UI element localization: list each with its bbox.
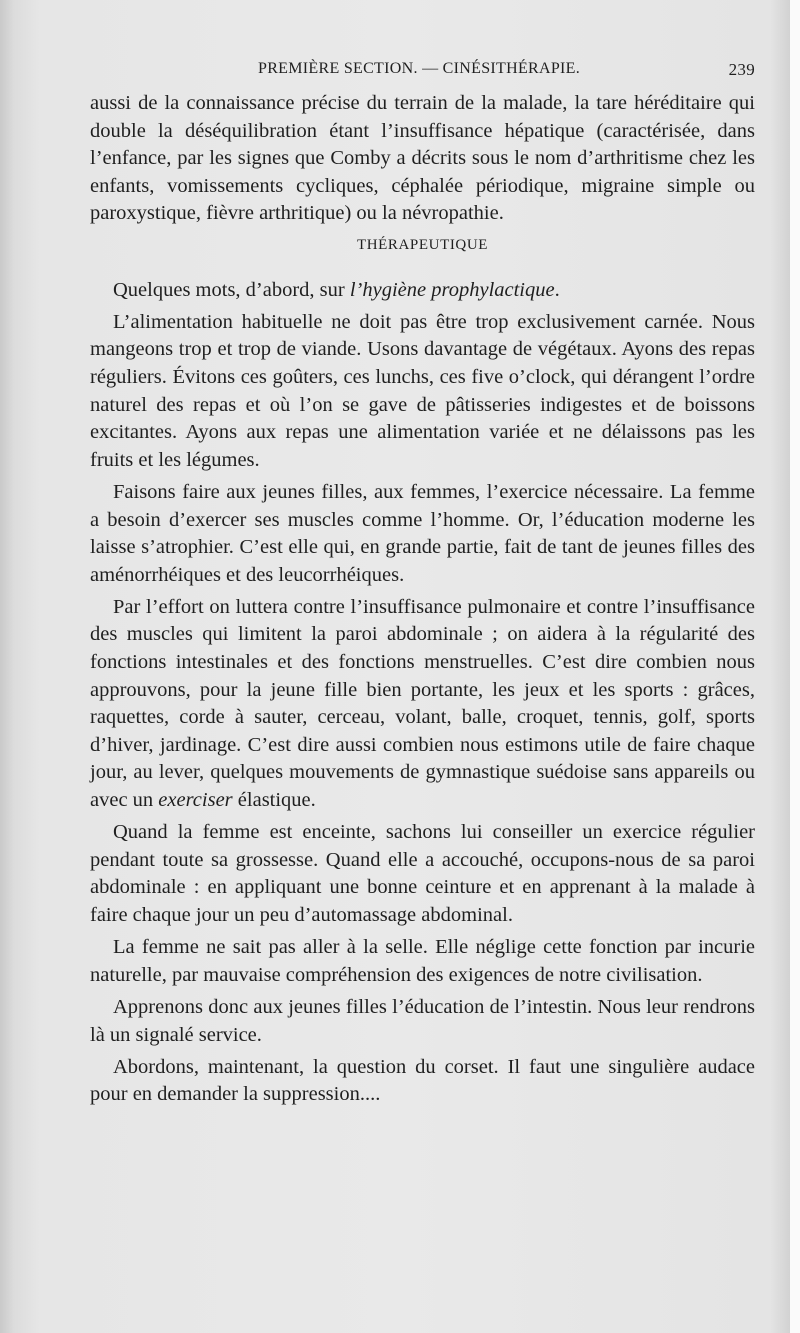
italic-term: l’hygiène prophylactique xyxy=(349,278,555,301)
italic-term: exerciser xyxy=(158,789,233,812)
paragraph-continued: aussi de la connaissance précise du terrain de la malade, la tare héréditaire qui double la déséquilibration étant l’insuffisance hépatique (caractérisée, dans l’enfance, par les signes que Comby a décrits sous le nom d’arthritisme chez les enfants, vomissements cycliques, céphalée périodique, migraine simple ou paroxystique, fièvre arthritique) ou la névropathie. xyxy=(90,92,755,225)
text-run: Quelques mots, d’abord, sur xyxy=(113,278,350,301)
text-run: . xyxy=(554,278,560,301)
paragraph: La femme ne sait pas aller à la selle. Elle néglige cette fonction par incurie naturelle, par mauvaise compréhension des exigences de notre civilisation. xyxy=(90,936,755,986)
running-title: PREMIÈRE SECTION. — CINÉSITHÉRAPIE. xyxy=(258,60,581,77)
page-number: 239 xyxy=(728,60,755,79)
paragraph xyxy=(90,277,755,305)
text-run: élastique. xyxy=(232,789,316,812)
text-run: Par l’effort on luttera contre l’insuffisance pulmonaire et contre l’insuffisance des muscles qui limitent la paroi abdominale ; on aidera à la régularité des fonctions intestinales et des fonctions menstruelles. C’est dire combien nous approuvons, pour la jeune fille bien portante, les jeux et les sports : grâces, raquettes, corde à sauter, cerceau, volant, balle, croquet, tennis, golf, sports d’hiver, jardinage. C’est dire aussi combien nous estimons utile de faire chaque jour, au lever, quelques mouvements de gymnastique suédoise sans appareils ou avec un xyxy=(90,595,755,812)
paragraph: L’alimentation habituelle ne doit pas être trop exclusivement carnée. Nous mangeons trop et trop de viande. Usons davantage de végétaux. Ayons des repas réguliers. Évitons ces goûters, ces lunchs, ces five o’clock, qui dérangent l’ordre naturel des repas et où l’on se gave de pâtisseries indigestes et de boissons excitantes. Ayons aux repas une alimentation variée et ne délaissons pas les fruits et les légumes. xyxy=(90,310,755,471)
page-edge xyxy=(790,0,800,1333)
running-header xyxy=(90,60,755,84)
page-body xyxy=(90,90,755,1114)
paragraph: Faisons faire aux jeunes filles, aux femmes, l’exercice nécessaire. La femme a besoin d’exercer ses muscles comme l’homme. Or, l’éducation moderne les laisse s’atrophier. C’est elle qui, en grande partie, fait de tant de jeunes filles des aménorrhéiques et des leucorrhéiques. xyxy=(90,480,755,586)
paragraph: Quand la femme est enceinte, sachons lui conseiller un exercice régulier pendant toute sa grossesse. Quand elle a accouché, occupons-nous de sa paroi abdominale : en appliquant une bonne ceinture et en apprenant à la malade à faire chaque jour un peu d’automassage abdominal. xyxy=(90,821,755,926)
section-heading: THÉRAPEUTIQUE xyxy=(356,236,489,253)
paragraph xyxy=(90,594,755,815)
paragraph: Abordons, maintenant, la question du corset. Il faut une singulière audace pour en demander la suppression.... xyxy=(90,1055,755,1106)
paragraph: Apprenons donc aux jeunes filles l’éducation de l’intestin. Nous leur rendrons là un signalé service. xyxy=(90,995,755,1046)
